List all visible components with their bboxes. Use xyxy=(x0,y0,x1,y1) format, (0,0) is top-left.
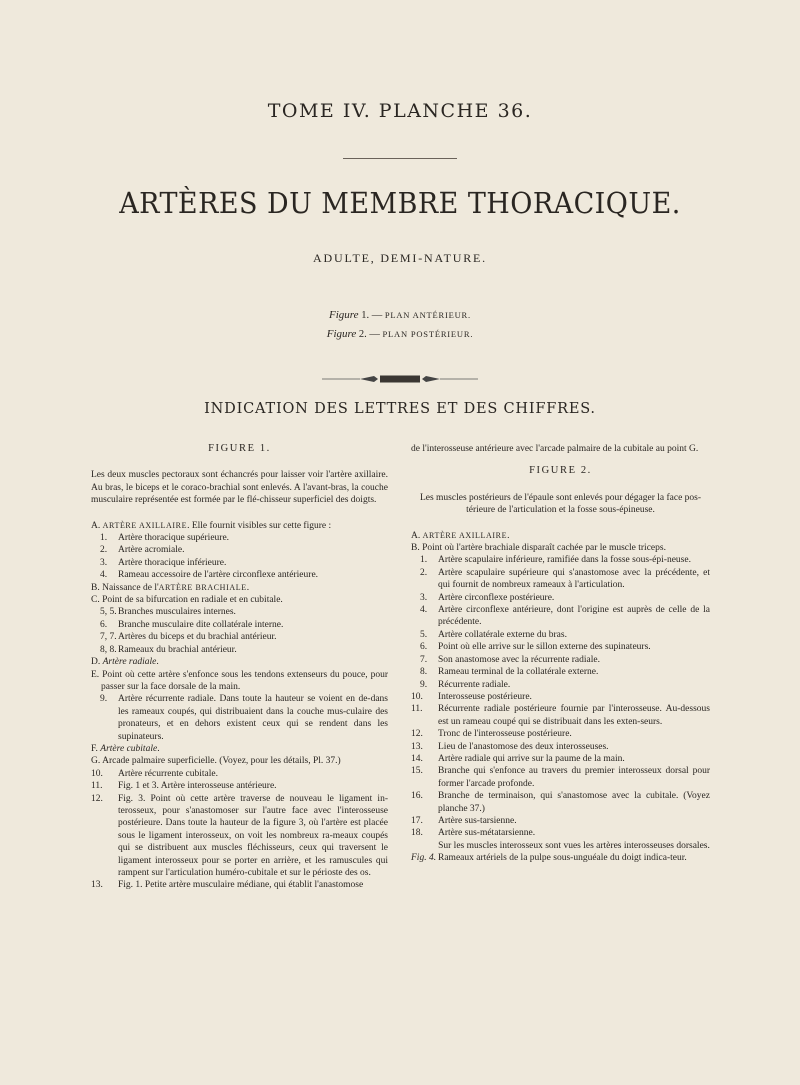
item-text: . xyxy=(246,582,250,593)
figure-dash: — xyxy=(369,329,380,340)
list-item xyxy=(91,520,388,532)
figure-caption-text: PLAN ANTÉRIEUR. xyxy=(384,310,471,320)
list-item xyxy=(91,557,388,569)
item-text: . xyxy=(507,530,510,541)
item-key: 12. xyxy=(91,793,103,804)
figure-1-intro: Les deux muscles pectoraux sont échancrés pour laisser voir l'artère axillaire. Au bras, le biceps et le coraco-brachial sont enlevés. A l'avant-bras, la couche musculaire représentée est formée par le flé-chisseur superficiel des doigts. xyxy=(91,470,388,506)
item-key: 11. xyxy=(91,781,103,792)
item-key: 9. xyxy=(100,694,108,705)
item-text: Son anastomose avec la récurrente radiale. xyxy=(438,654,600,665)
figure-number: 2. xyxy=(358,329,367,340)
figure-number: 1. xyxy=(361,310,370,321)
list-item xyxy=(411,765,710,790)
item-key: 11. xyxy=(411,704,423,715)
item-key: 10. xyxy=(91,768,103,779)
item-key: 3. xyxy=(100,557,108,568)
figure-label: Figure xyxy=(326,328,357,340)
item-key: 18. xyxy=(411,828,423,839)
list-item xyxy=(411,654,710,666)
item-text: Artère radiale qui arrive sur la paume de la main. xyxy=(438,753,625,764)
item-italic: Artère radiale xyxy=(102,657,157,668)
item-text: Artère scapulaire supérieure qui s'anastomose avec la précédente, et qui fournit de nombreux rameaux à l'articulation. xyxy=(438,567,710,591)
tome-heading: TOME IV. PLANCHE 36. xyxy=(267,100,533,122)
list-item xyxy=(411,666,710,678)
item-text: Point où l'artère brachiale disparaît cachée par le muscle triceps. xyxy=(422,543,666,554)
list-item xyxy=(91,569,388,581)
list-item xyxy=(91,582,388,594)
figure-2-caption xyxy=(0,328,800,340)
item-key: 8, 8. xyxy=(100,644,117,655)
figure-1-caption xyxy=(0,309,800,321)
item-text: Point de sa bifurcation en radiale et en cubitale. xyxy=(102,595,283,606)
list-item xyxy=(91,793,388,880)
left-column xyxy=(91,443,388,892)
item-text: Rameaux artériels de la pulpe sous-unguéale du doigt indica-teur. xyxy=(438,853,687,864)
figure-dash: — xyxy=(371,310,383,321)
list-item xyxy=(91,669,388,694)
list-item xyxy=(411,542,710,554)
list-item xyxy=(411,703,710,728)
item-text: . xyxy=(157,743,160,754)
figure-label: Figure xyxy=(329,309,359,321)
item-key: 12. xyxy=(411,729,423,740)
list-item xyxy=(411,827,710,839)
item-text: Artère récurrente radiale. Dans toute la hauteur se voient en de-dans les rameaux coupés, qui distribuaient dans la couche mus-culaire des pronateurs, et en dehors existent ceux qui se rendent dans les supinateurs. xyxy=(118,694,388,742)
list-item xyxy=(411,753,710,765)
item-text: Point où cette artère s'enfonce sous les tendons extenseurs du pouce, pour passer sur la face dorsale de la main. xyxy=(101,669,388,692)
list-item xyxy=(91,693,388,743)
item-key: 4. xyxy=(420,605,428,616)
item-text: Rameau accessoire de l'artère circonflexe antérieure. xyxy=(118,570,319,581)
item-text: Branches musculaires internes. xyxy=(118,607,236,618)
item-key: 17. xyxy=(411,815,423,826)
list-item xyxy=(91,743,388,755)
item-key: 6. xyxy=(100,619,108,630)
item-smallcaps: ARTÈRE BRACHIALE xyxy=(158,582,247,592)
item-key: 2. xyxy=(420,567,428,578)
item-text: Artère récurrente cubitale. xyxy=(118,768,218,779)
item-smallcaps: ARTÈRE AXILLAIRE xyxy=(422,530,508,540)
list-item xyxy=(411,691,710,703)
list-item xyxy=(411,728,710,740)
continuation-text: de l'interosseuse antérieure avec l'arcade palmaire de la cubitale au point G. xyxy=(411,444,699,454)
list-item xyxy=(91,644,388,656)
list-item xyxy=(411,815,710,827)
item-key: 1. xyxy=(100,533,108,544)
item-key: 6. xyxy=(420,642,428,653)
item-text: Artère collatérale externe du bras. xyxy=(438,629,567,640)
item-key: A. xyxy=(91,520,103,531)
item-text: Branche qui s'enfonce au travers du premier interosseux dorsal pour former l'arcade profonde. xyxy=(438,766,710,789)
item-key: 5. xyxy=(420,629,428,640)
item-key: 7. xyxy=(420,654,428,665)
list-item xyxy=(91,755,388,767)
list-item xyxy=(411,641,710,653)
list-item xyxy=(91,532,388,544)
item-text: Branche de terminaison, qui s'anastomose avec la cubitale. (Voyez planche 37.) xyxy=(438,791,710,814)
item-key: Fig. 4. xyxy=(411,853,437,864)
figure-caption-text: PLAN POSTÉRIEUR. xyxy=(382,329,474,339)
indication-heading: INDICATION DES LETTRES ET DES CHIFFRES. xyxy=(204,401,596,417)
item-key: C. xyxy=(91,595,103,606)
list-item xyxy=(91,631,388,643)
item-key: E. xyxy=(91,669,103,680)
item-key: 10. xyxy=(411,691,423,702)
fig4-item xyxy=(411,852,710,864)
item-key: 2. xyxy=(100,545,108,556)
list-item xyxy=(91,594,388,606)
item-text: Arcade palmaire superficielle. (Voyez, pour les détails, Pl. 37.) xyxy=(102,756,341,767)
list-item xyxy=(411,629,710,641)
top-rule xyxy=(343,158,457,159)
item-text: Fig. 3. Point où cette artère traverse de nouveau le ligament in-terosseux, pour s'anastomoser sur l'autre face avec l'interosseuse postérieure. Dans toute la hauteur de la figure 3, où l'artère est placée sous le ligament interosseux, on voit les nombreux ra-meaux coupés qui se distribuent aux muscles fléchisseurs, ceux qui traversent le ligament interosseux pour se porter en arrière, et les ramuscules qui rampent sur l'articulation huméro-cubitale et sur le périoste des os. xyxy=(118,793,388,878)
item-text: Rameau terminal de la collatérale externe. xyxy=(438,667,599,678)
list-item xyxy=(411,679,710,691)
list-item xyxy=(411,567,710,592)
item-text: Récurrente radiale. xyxy=(438,679,511,690)
item-key: 16. xyxy=(411,791,423,802)
right-column xyxy=(411,443,710,865)
item-key: 1. xyxy=(420,555,428,566)
figure-2-intro: Les muscles postérieurs de l'épaule sont enlevés pour dégager la face pos-térieure de l'articulation et la fosse sous-épineuse. xyxy=(419,492,702,516)
item-text: Fig. 1 et 3. Artère interosseuse antérieure. xyxy=(118,781,277,792)
item-key: G. xyxy=(91,756,103,767)
list-item xyxy=(91,656,388,668)
list-item xyxy=(91,544,388,556)
item-text: . xyxy=(156,657,159,668)
list-item xyxy=(411,530,710,542)
list-item xyxy=(411,604,710,629)
item-text: Rameaux du brachial antérieur. xyxy=(118,644,237,655)
item-text: Branche musculaire dite collatérale interne. xyxy=(118,619,284,630)
item-italic: Artère cubitale xyxy=(100,743,158,754)
list-item xyxy=(91,768,388,780)
item-key: B. xyxy=(411,543,423,554)
item-text: Fig. 1. Petite artère musculaire médiane, qui établit l'anastomose xyxy=(118,880,364,891)
item-text: . Elle fournit visibles sur cette figure : xyxy=(187,520,332,531)
item-key: 4. xyxy=(100,570,108,581)
list-item xyxy=(411,592,710,604)
list-item xyxy=(91,879,388,891)
figure-1-heading: FIGURE 1. xyxy=(208,443,271,454)
plate-subtitle: ADULTE, DEMI-NATURE. xyxy=(313,251,487,265)
item-text: Artère thoracique inférieure. xyxy=(118,557,227,568)
item-key: 15. xyxy=(411,766,423,777)
item-key: 9. xyxy=(420,679,428,690)
spacer xyxy=(91,507,388,520)
list-item xyxy=(91,619,388,631)
item-text: Artère sus-métatarsienne. xyxy=(438,828,536,839)
item-text: Artère thoracique supérieure. xyxy=(118,533,230,544)
item-key: 3. xyxy=(420,592,428,603)
list-item xyxy=(91,606,388,618)
item-text: Naissance de l' xyxy=(102,582,159,593)
item-key: D. xyxy=(91,657,103,668)
ornament-divider xyxy=(322,374,478,384)
item-smallcaps: ARTÈRE AXILLAIRE xyxy=(102,520,188,530)
item-text: Tronc de l'interosseuse postérieure. xyxy=(438,729,572,740)
item-text: Artère sus-tarsienne. xyxy=(438,815,517,826)
plate-title: ARTÈRES DU MEMBRE THORACIQUE. xyxy=(119,186,681,220)
item-text: Artère circonflexe postérieure. xyxy=(438,592,555,603)
item-text: Récurrente radiale postérieure fournie par l'interosseuse. Au-dessous est un rameau coupé qui se distribuait dans les exten-seurs. xyxy=(438,704,710,727)
item-key: B. xyxy=(91,582,103,593)
item-key: 13. xyxy=(411,741,423,752)
item-key: A. xyxy=(411,530,423,541)
list-item xyxy=(91,780,388,792)
item-key: F. xyxy=(91,743,101,754)
figure-2-heading: FIGURE 2. xyxy=(529,465,592,477)
note-text: Sur les muscles interosseux sont vues les artères interosseuses dorsales. xyxy=(438,840,710,851)
item-text: Point où elle arrive sur le sillon externe des supinateurs. xyxy=(438,642,651,653)
item-text: Artère scapulaire inférieure, ramifiée dans la fosse sous-épi-neuse. xyxy=(438,555,691,566)
item-key: 5, 5. xyxy=(100,607,117,618)
list-item xyxy=(411,790,710,815)
item-key: 7, 7. xyxy=(100,632,117,643)
spacer xyxy=(411,517,710,530)
item-key: 8. xyxy=(420,667,428,678)
list-item xyxy=(411,554,710,566)
item-text: Artères du biceps et du brachial antérieur. xyxy=(118,632,277,643)
item-text: Artère circonflexe antérieure, dont l'origine est auprès de celle de la précédente. xyxy=(438,605,710,628)
item-key: 14. xyxy=(411,753,423,764)
item-text: Interosseuse postérieure. xyxy=(438,691,532,702)
item-text: Artère acromiale. xyxy=(118,545,185,556)
item-text: Lieu de l'anastomose des deux interosseuses. xyxy=(438,741,609,752)
list-item xyxy=(411,741,710,753)
item-key: 13. xyxy=(91,880,103,891)
